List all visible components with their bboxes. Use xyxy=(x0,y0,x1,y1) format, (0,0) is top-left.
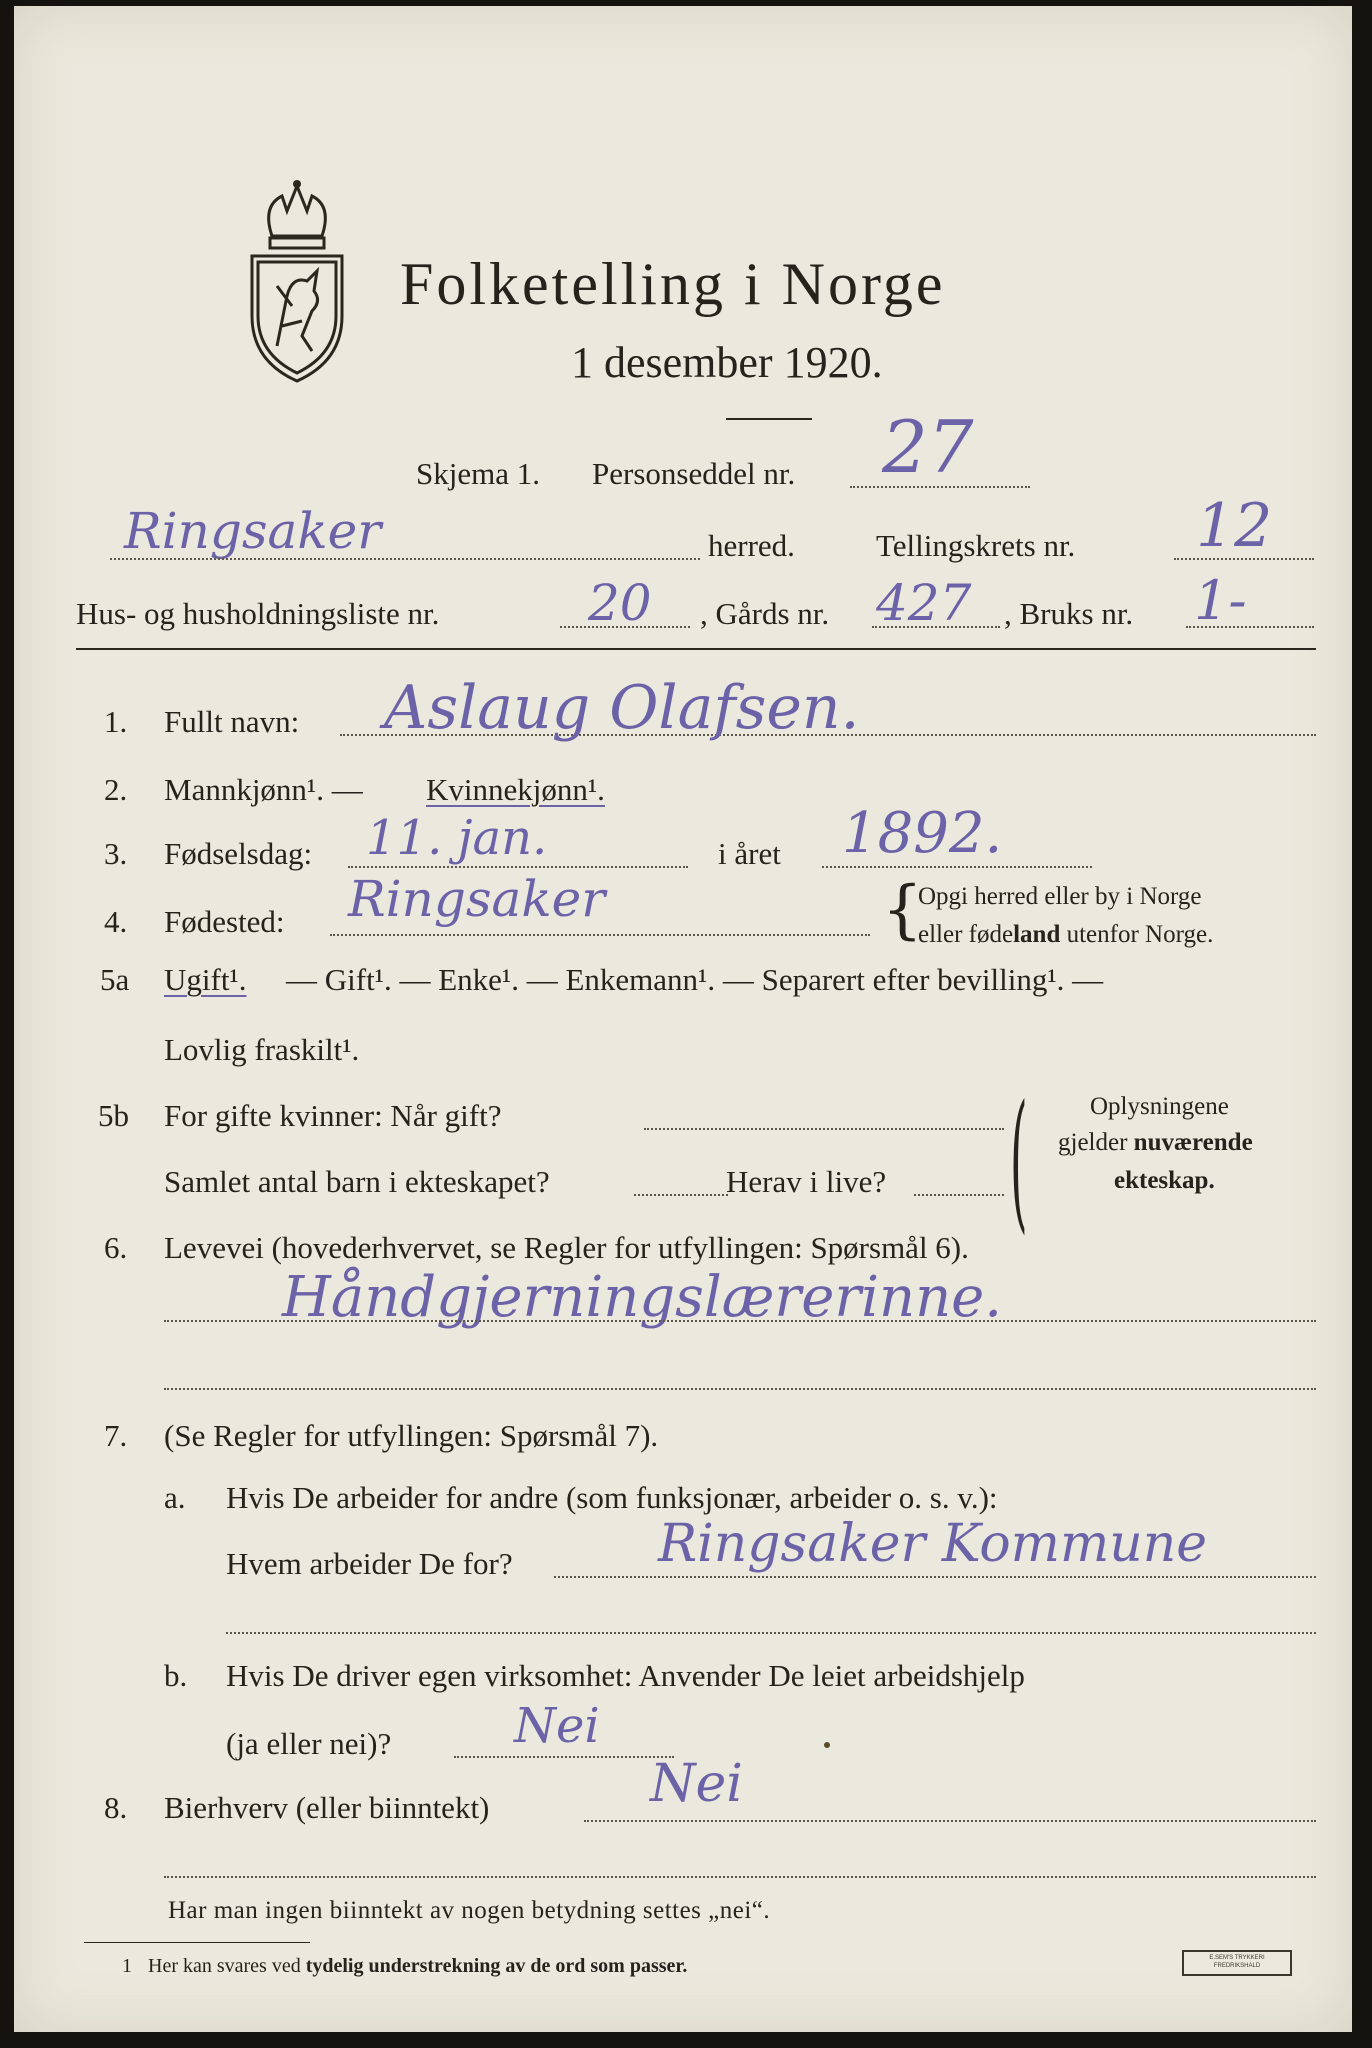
q7b-text: Hvis De driver egen virksomhet: Anvender De leiet arbeidshjelp xyxy=(226,1658,1025,1693)
q7-number: 7. xyxy=(104,1418,128,1453)
q7a-question: Hvem arbeider De for? xyxy=(226,1546,513,1581)
q3-day-value: 11. jan. xyxy=(366,810,548,866)
q3-year-value: 1892. xyxy=(842,801,1003,866)
q7-label: (Se Regler for utfyllingen: Spørsmål 7). xyxy=(164,1418,659,1453)
q6-line-1 xyxy=(164,1320,1316,1322)
q2-number: 2. xyxy=(104,772,128,807)
footer-note: Har man ingen biinntekt av nogen betydning settes „nei“. xyxy=(168,1897,771,1924)
q4-note-1: Opgi herred eller by i Norge xyxy=(918,883,1202,910)
q6-line-2 xyxy=(164,1388,1316,1390)
q5b-number: 5b xyxy=(98,1098,129,1133)
q7a-text: Hvis De arbeider for andre (som funksjonær, arbeider o. s. v.): xyxy=(226,1480,998,1515)
gards-value: 427 xyxy=(876,574,972,632)
herred-value: Ringsaker xyxy=(124,502,382,560)
personseddel-value: 27 xyxy=(882,405,974,489)
q7a-line-1 xyxy=(554,1576,1316,1578)
hus-label: Hus- og husholdningsliste nr. xyxy=(76,596,440,631)
gards-label: , Gårds nr. xyxy=(700,596,830,631)
tellingskrets-label: Tellingskrets nr. xyxy=(876,528,1076,563)
q3-day-line xyxy=(348,866,688,868)
q5b-children: Samlet antal barn i ekteskapet? xyxy=(164,1164,550,1199)
q4-label: Fødested: xyxy=(164,904,285,939)
skjema-label: Skjema 1. xyxy=(416,456,540,491)
q4-value: Ringsaker xyxy=(348,870,606,928)
bruks-label: , Bruks nr. xyxy=(1004,596,1134,631)
census-form xyxy=(14,6,1352,2032)
q7a-line-2 xyxy=(226,1632,1316,1634)
q5b-note-2: gjelder nuværende xyxy=(1058,1129,1253,1156)
q7b-number: b. xyxy=(164,1658,188,1693)
bruks-value: 1- xyxy=(1194,569,1247,632)
q3-label: Fødselsdag: xyxy=(164,836,313,871)
herred-line xyxy=(110,558,700,560)
q5a-number: 5a xyxy=(100,962,130,997)
q3-year-label: i året xyxy=(718,836,781,871)
footnote-divider xyxy=(84,1942,310,1943)
q3-number: 3. xyxy=(104,836,128,871)
title-divider xyxy=(726,418,812,420)
q6-value: Håndgjerningslærerinne. xyxy=(282,1265,1003,1330)
q6-number: 6. xyxy=(104,1230,128,1265)
q7a-value: Ringsaker Kommune xyxy=(658,1514,1208,1574)
q2-male: Mannkjønn¹. — xyxy=(164,772,363,807)
q3-year-line xyxy=(822,866,1092,868)
q7b-line xyxy=(454,1756,674,1758)
q5b-brace: ( xyxy=(1010,1074,1028,1248)
form-title: Folketelling i Norge xyxy=(400,251,946,317)
header-divider xyxy=(76,648,1316,650)
q5b-note-1: Oplysningene xyxy=(1090,1093,1229,1120)
q5b-note-3: ekteskap. xyxy=(1114,1167,1215,1194)
q6-label: Levevei (hovederhvervet, se Regler for utfyllingen: Spørsmål 6). xyxy=(164,1230,969,1265)
q5b-children-line xyxy=(634,1194,728,1196)
q4-line xyxy=(330,934,870,936)
tellingskrets-value: 12 xyxy=(1196,491,1273,561)
printer-stamp-text: E.SEM'S TRYKKERI FREDRIKSHALD xyxy=(1209,1955,1265,1969)
herred-label: herred. xyxy=(708,528,795,563)
q1-label: Fullt navn: xyxy=(164,704,300,739)
q2-female: Kvinnekjønn¹. xyxy=(426,772,605,807)
q5b-alive: Herav i live? xyxy=(726,1164,887,1199)
coat-of-arms-icon xyxy=(232,176,362,386)
q8-line-1 xyxy=(584,1820,1316,1822)
q7a-number: a. xyxy=(164,1480,186,1515)
q8-line-2 xyxy=(164,1876,1316,1878)
q8-value: Nei xyxy=(650,1754,743,1814)
q5b-when-line xyxy=(644,1128,1004,1130)
q1-value: Aslaug Olafsen. xyxy=(384,673,860,743)
q4-note-2: eller fødeland utenfor Norge. xyxy=(918,921,1214,948)
printer-stamp xyxy=(1182,1950,1292,1976)
q5a-ugift: Ugift¹. xyxy=(164,962,247,997)
q8-label: Bierhverv (eller biinntekt) xyxy=(164,1790,490,1825)
q5a-fraskilt: Lovlig fraskilt¹. xyxy=(164,1032,360,1067)
personseddel-label: Personseddel nr. xyxy=(592,456,796,491)
q7b-question: (ja eller nei)? xyxy=(226,1726,392,1761)
q4-brace: { xyxy=(882,873,923,947)
q5a-options: — Gift¹. — Enke¹. — Enkemann¹. — Separert efter bevilling¹. — xyxy=(286,962,1104,997)
q5b-when-married: For gifte kvinner: Når gift? xyxy=(164,1098,502,1133)
q7b-value: Nei xyxy=(514,1698,600,1754)
footnote-text: Her kan svares ved tydelig understrekning av de ord som passer. xyxy=(148,1955,688,1977)
q5b-alive-line xyxy=(914,1194,1004,1196)
q1-number: 1. xyxy=(104,704,128,739)
q8-number: 8. xyxy=(104,1790,128,1825)
footnote-number: 1 xyxy=(122,1955,132,1977)
census-date: 1 desember 1920. xyxy=(571,338,883,387)
ink-spot xyxy=(824,1742,830,1748)
q4-number: 4. xyxy=(104,904,128,939)
hus-value: 20 xyxy=(588,574,652,632)
